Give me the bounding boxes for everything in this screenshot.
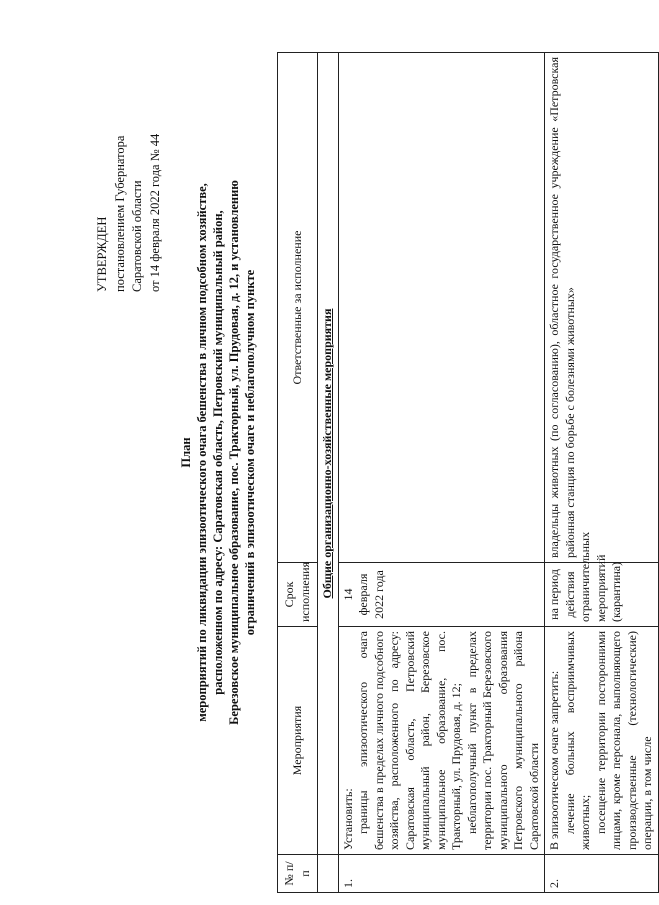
plan-title-line: расположенном по адресу: Саратовская область, Петровский муниципальный район,	[211, 210, 225, 695]
row-responsible	[338, 53, 545, 563]
table-row	[545, 53, 659, 893]
header-responsible: Ответственные за исполнение	[278, 53, 318, 563]
measure-paragraph: посещение территории посторонними лицами, кроме персонала, выполняющего производственные (технологические) операции, в том числе	[593, 631, 654, 850]
approval-decree: постановлением Губернатора	[112, 135, 127, 292]
approval-region: Саратовской области	[130, 180, 144, 292]
section-spacer	[318, 855, 339, 893]
measure-paragraph: границы эпизоотического очага бешенства в пределах личного подсобного хозяйства, расположенного по адресу: Саратовская область, Петровский муниципальный район, Березовское муниципальное образование, пос. Тракторный, ул. Прудовая, д. 12;	[356, 631, 463, 850]
approval-stamp	[94, 72, 164, 292]
measures-table	[277, 52, 659, 893]
approval-date: от 14 февраля 2022 года № 44	[147, 133, 162, 292]
row-term: 14 февраля 2022 года	[338, 563, 545, 627]
plan-title-line: мероприятий по ликвидации эпизоотического очага бешенства в личном подсобном хозяйстве,	[195, 183, 209, 722]
row-measures	[338, 627, 545, 855]
plan-title-line: Березовское муниципальное образование, пос. Тракторный, ул. Прудовая, д. 12, и установлению	[227, 180, 241, 725]
table-row	[338, 53, 545, 893]
measure-intro: Установить:	[340, 788, 355, 850]
row-measures	[545, 627, 659, 855]
row-responsible: владельцы животных (по согласованию), областное государственное учреждение «Петровская районная станция по борьбе с болезнями животных»	[545, 53, 659, 563]
plan-title-line: ограничений в эпизоотическом очаге и неблагополучном пункте	[243, 269, 257, 636]
plan-title-heading: План	[179, 437, 193, 468]
row-number: 2.	[545, 855, 659, 893]
section-row	[318, 53, 339, 893]
header-num: № п/п	[278, 855, 318, 893]
measure-paragraph: лечение больных восприимчивых животных;	[562, 631, 592, 850]
header-measures: Мероприятия	[278, 627, 318, 855]
section-title: Общие организационно-хозяйственные мероприятия	[318, 53, 339, 855]
measure-paragraph: неблагополучный пункт в пределах территории пос. Тракторный Березовского муниципального образования Петровского муниципального района Саратовской области	[464, 631, 541, 850]
approval-heading: УТВЕРЖДЕН	[95, 216, 109, 292]
table-header-row	[278, 53, 318, 893]
row-number: 1.	[338, 855, 545, 893]
row-term: на период действия ограничительных мероприятий (карантина)	[545, 563, 659, 627]
measure-intro: В эпизоотическом очаге запретить:	[547, 670, 561, 850]
plan-title	[178, 40, 258, 865]
header-term: Срок исполнения	[278, 563, 318, 627]
